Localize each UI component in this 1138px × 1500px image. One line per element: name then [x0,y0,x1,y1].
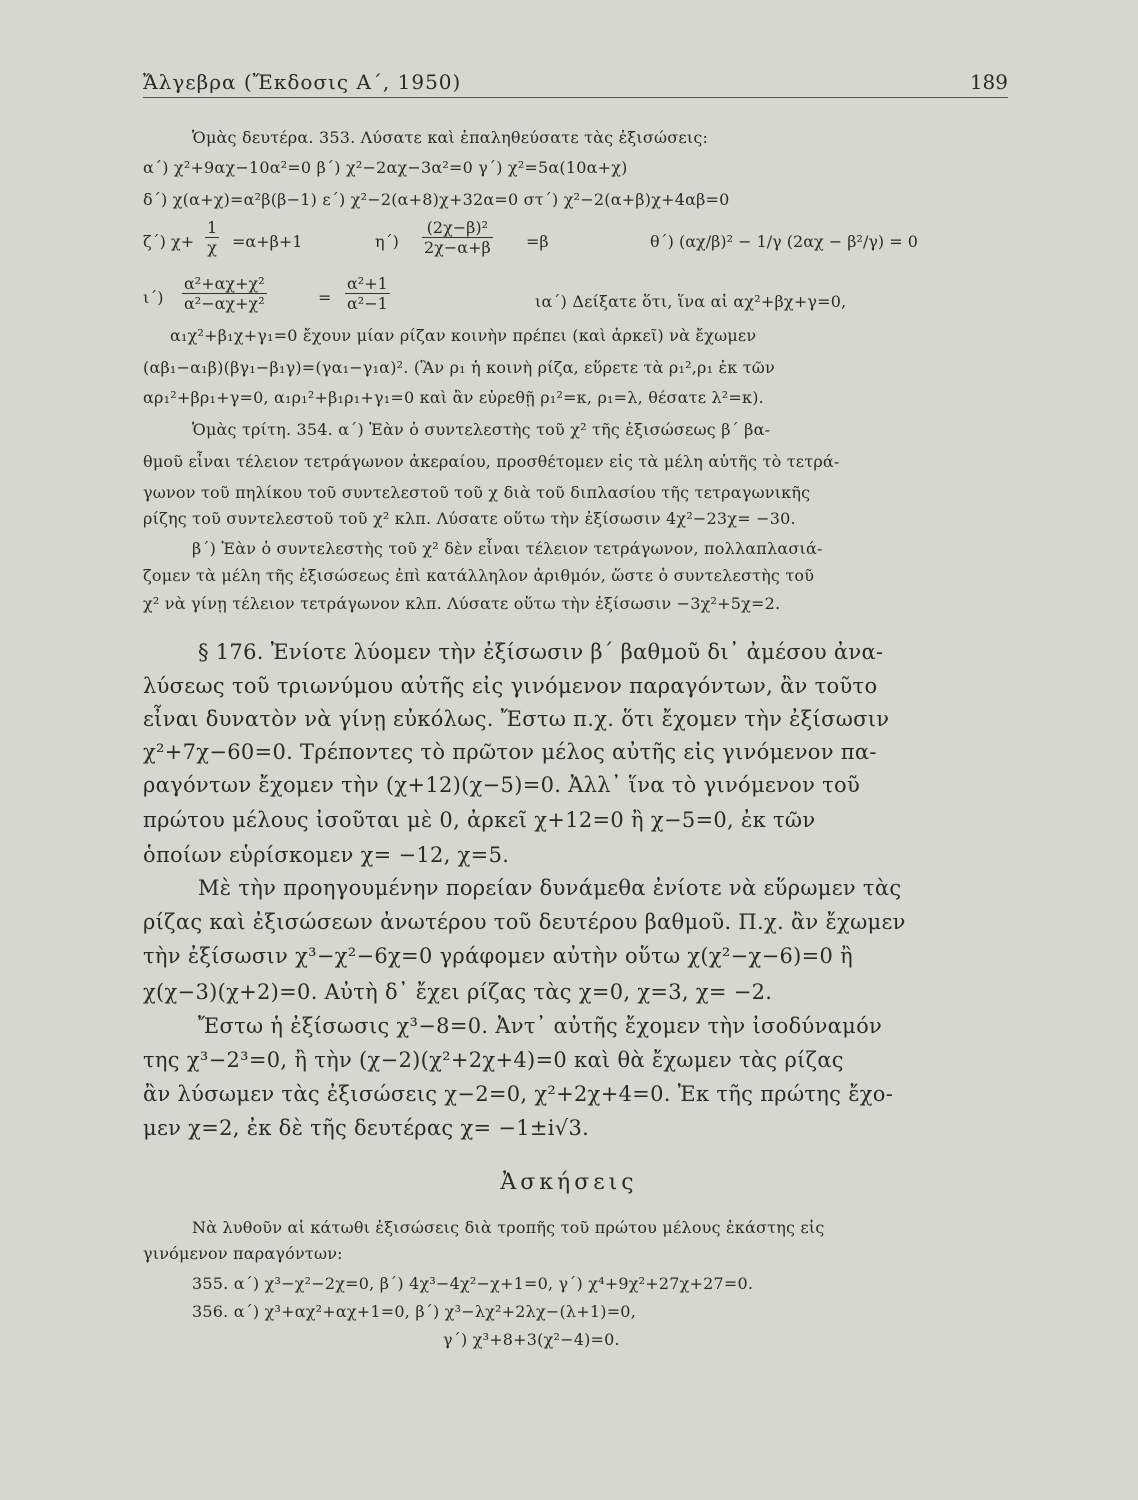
section-176-line-10: τὴν ἐξίσωσιν χ³−χ²−6χ=0 γράφομεν αὐτὴν οὕτω χ(χ²−χ−6)=0 ἢ [143,944,854,968]
group2-intro: Ὁμὰς δευτέρα. 353. Λύσατε καὶ ἐπαληθεύσατε τὰς ἐξισώσεις: [192,128,709,147]
group3-line-7: χ² νὰ γίνῃ τέλειον τετράγωνον κλπ. Λύσατε οὕτω τὴν ἐξίσωσιν −3χ²+5χ=2. [143,594,781,613]
header-rule [143,97,1008,98]
group3-line-1: Ὁμὰς τρίτη. 354. α΄) Ἐὰν ὁ συντελεστὴς τοῦ χ² τῆς ἐξισώσεως β΄ βα- [192,420,771,439]
group3-line-4: ρίζης τοῦ συντελεστοῦ τοῦ χ² κλπ. Λύσατε οὕτω τὴν ἐξίσωσιν 4χ²−23χ= −30. [143,509,796,528]
group2-cont-2: (αβ₁−α₁β)(βγ₁−β₁γ)=(γα₁−γ₁α)². (Ἂν ρ₁ ἡ κοινὴ ρίζα, εὕρετε τὰ ρ₁²,ρ₁ ἐκ τῶν [143,358,775,377]
section-176-line-13: της χ³−2³=0, ἢ τὴν (χ−2)(χ²+2χ+4)=0 καὶ θὰ ἔχωμεν τὰς ρίζας [143,1048,844,1072]
section-176-line-12: Ἔστω ἡ ἐξίσωσις χ³−8=0. Ἀντ᾽ αὐτῆς ἔχομεν τὴν ἰσοδύναμόν [198,1014,883,1038]
section-176-line-2: λύσεως τοῦ τριωνύμου αὐτῆς εἰς γινόμενον παραγόντων, ἂν τοῦτο [143,674,878,698]
group3-line-6: ζομεν τὰ μέλη τῆς ἐξισώσεως ἐπὶ κατάλληλον ἀριθμόν, ὥστε ὁ συντελεστὴς τοῦ [143,566,815,585]
iota-denominator-2: α²−1 [347,294,388,313]
section-176-line-8: Μὲ τὴν προηγουμένην πορείαν δυνάμεθα ἐνίοτε νὰ εὕρωμεν τὰς [198,876,902,900]
exercise-line-d: δ΄) χ(α+χ)=α²β(β−1) ε΄) χ²−2(α+8)χ+32α=0 στ΄) χ²−2(α+β)χ+4αβ=0 [143,190,730,209]
exercise-line-a: α΄) χ²+9αχ−10α²=0 β΄) χ²−2αχ−3α²=0 γ΄) χ²=5α(10α+χ) [143,158,628,177]
group2-cont-1: α₁χ²+β₁χ+γ₁=0 ἔχουν μίαν ρίζαν κοινὴν πρέπει (καὶ ἀρκεῖ) νὰ ἔχωμεν [170,326,757,345]
zeta-fraction [205,218,219,257]
page-number: 189 [969,70,1008,94]
theta-expression: θ΄) (αχ/β)² − 1/γ (2αχ − β²/γ) = 0 [650,232,918,251]
section-176-line-14: ἂν λύσωμεν τὰς ἐξισώσεις χ−2=0, χ²+2χ+4=0. Ἐκ τῆς πρώτης ἔχο- [143,1082,894,1106]
group3-line-2: θμοῦ εἶναι τέλειον τετράγωνον ἀκεραίου, προσθέτομεν εἰς τὰ μέλη αὐτῆς τὸ τετρά- [143,452,840,471]
section-176-line-9: ρίζας καὶ ἐξισώσεων ἀνωτέρου τοῦ δευτέρου βαθμοῦ. Π.χ. ἂν ἔχωμεν [143,910,906,934]
running-header [143,70,1008,100]
group3-line-5: β΄) Ἐὰν ὁ συντελεστὴς τοῦ χ² δὲν εἶναι τέλειον τετράγωνον, πολλαπλασιά- [192,539,823,558]
eta-fraction [422,218,493,257]
section-176-line-15: μεν χ=2, ἐκ δὲ τῆς δευτέρας χ= −1±i√3. [143,1116,590,1140]
exercises-intro-2: γινόμενον παραγόντων: [143,1244,343,1263]
eta-denominator: 2χ−α+β [424,238,491,257]
section-176-line-11: χ(χ−3)(χ+2)=0. Αὐτὴ δ᾽ ἔχει ρίζας τὰς χ=0, χ=3, χ= −2. [143,980,773,1004]
exercises-heading: Ἀσκήσεις [500,1170,638,1195]
iota-label: ι΄) [143,288,164,307]
section-176-line-7: ὁποίων εὑρίσκομεν χ= −12, χ=5. [143,843,510,867]
section-176-line-1: § 176. Ἐνίοτε λύομεν τὴν ἐξίσωσιν β΄ βαθμοῦ δι᾽ ἀμέσου ἀνα- [198,640,884,664]
group3-line-3: γωνον τοῦ πηλίκου τοῦ συντελεστοῦ τοῦ χ διὰ τοῦ διπλασίου τῆς τετραγωνικῆς [143,483,811,502]
eta-numerator: (2χ−β)² [426,218,489,237]
iota-equals: = [318,288,332,307]
iota-denominator: α²−αχ+χ² [184,294,265,313]
section-176-line-5: ραγόντων ἔχομεν τὴν (χ+12)(χ−5)=0. Ἀλλ᾽ ἵνα τὸ γινόμενον τοῦ [143,773,861,797]
exercise-356a: 356. α΄) χ³+αχ²+αχ+1=0, β΄) χ³−λχ²+2λχ−(λ+1)=0, [192,1302,636,1321]
section-176-line-4: χ²+7χ−60=0. Τρέποντες τὸ πρῶτον μέλος αὐτῆς εἰς γινόμενον πα- [143,740,877,764]
exercise-356b: γ΄) χ³+8+3(χ²−4)=0. [443,1330,620,1349]
eta-rest: =β [526,232,549,251]
zeta-denominator: χ [205,237,219,257]
section-176-line-3: εἶναι δυνατὸν νὰ γίνῃ εὐκόλως. Ἔστω π.χ. ὅτι ἔχομεν τὴν ἐξίσωσιν [143,707,890,731]
exercise-355: 355. α΄) χ³−χ²−2χ=0, β΄) 4χ³−4χ²−χ+1=0, γ΄) χ⁴+9χ²+27χ+27=0. [192,1274,754,1293]
zeta-numerator: 1 [207,218,218,237]
iota-numerator-2: α²+1 [347,274,388,293]
iota-numerator: α²+αχ+χ² [184,274,265,293]
section-176-line-6: πρώτου μέλους ἰσοῦται μὲ 0, ἀρκεῖ χ+12=0 ἢ χ−5=0, ἐκ τῶν [143,808,816,832]
iota-fraction [182,274,267,313]
exercises-intro-1: Νὰ λυθοῦν αἱ κάτωθι ἐξισώσεις διὰ τροπῆς τοῦ πρώτου μέλους ἑκάστης εἰς [192,1218,825,1237]
zeta-rest: =α+β+1 [232,232,303,251]
ia-text: ια΄) Δείξατε ὅτι, ἵνα αἱ αχ²+βχ+γ=0, [535,292,847,311]
group2-cont-3: αρ₁²+βρ₁+γ=0, α₁ρ₁²+β₁ρ₁+γ₁=0 καὶ ἂν εὑρεθῇ ρ₁²=κ, ρ₁=λ, θέσατε λ²=κ). [143,388,764,407]
iota-fraction-2 [345,274,390,313]
eta-label: η΄) [375,232,399,251]
header-title: Ἄλγεβρα (Ἔκδοσις Α΄, 1950) [143,70,462,94]
zeta-label: ζ΄) χ+ [143,232,195,251]
